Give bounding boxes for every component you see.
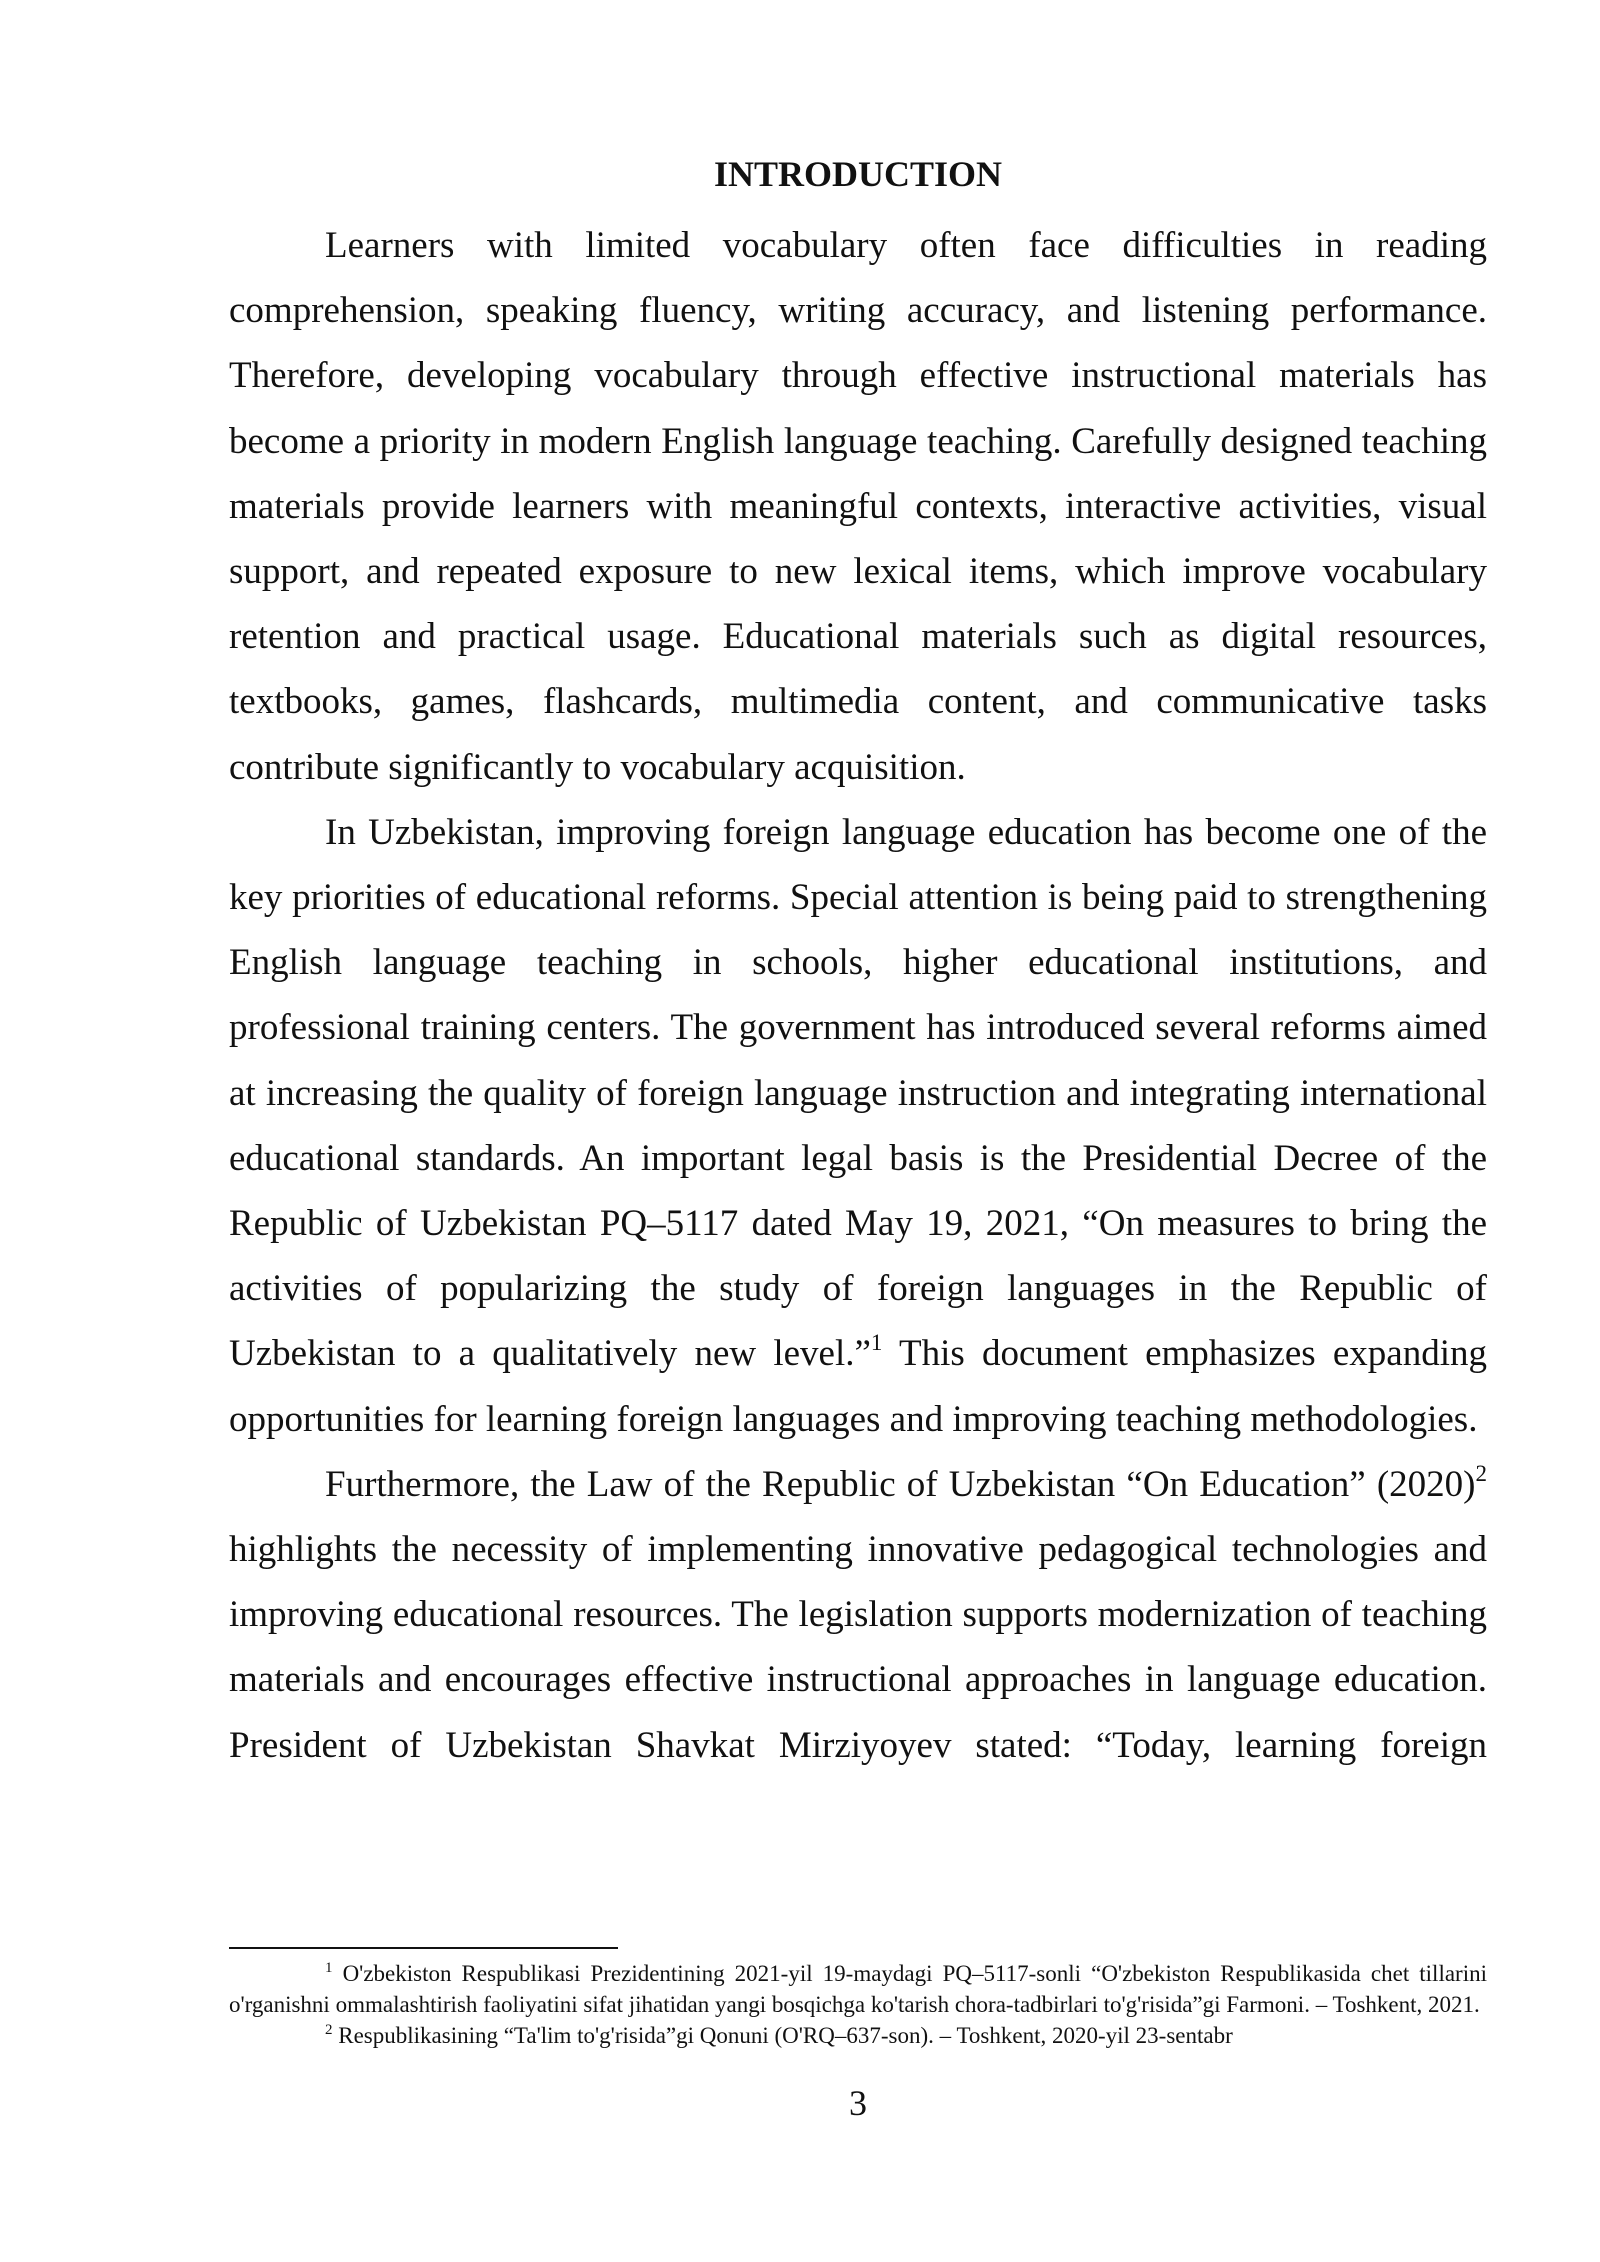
paragraph-2 bbox=[229, 800, 1487, 1452]
footnote-1-number: 1 bbox=[325, 1960, 333, 1976]
footnote-2-text: Respublikasining “Ta'lim to'g'risida”gi Qonuni (O'RQ–637-son). – Toshkent, 2020-yil 23-sentabr bbox=[332, 2023, 1233, 2048]
footnotes bbox=[229, 1958, 1487, 2051]
body-text bbox=[229, 213, 1487, 1778]
footnote-ref-1: 1 bbox=[870, 1330, 883, 1356]
footnote-2-number: 2 bbox=[325, 2022, 333, 2038]
footnote-separator bbox=[229, 1947, 618, 1949]
paragraph-2-text-start: In Uzbekistan, improving foreign language education has become one of the key priorities of educational reforms. Special attention is being paid to strengthening English language teaching in schools, higher educational institutions, and professional training centers. The government has introduced several reforms aimed at increasing the quality of foreign language instruction and integrating international educational standards. An important legal basis is the Presidential Decree of the Republic of Uzbekistan PQ–5117 dated May 19, 2021, “On measures to bring the activities of popularizing the study of foreign languages in the Republic of Uzbekistan to a qualitatively new level.” bbox=[229, 811, 1487, 1375]
footnote-1-text: O'zbekiston Respublikasi Prezidentining 2021-yil 19-maydagi PQ–5117-sonli “O'zbekiston Respublikasida chet tillarini o'rganishni ommalashtirish faoliyatini sifat jihatidan yangi bosqichga ko'tarish chora-tadbirlari to'g'risida”gi Farmoni. – Toshkent, 2021. bbox=[229, 1961, 1487, 2017]
paragraph-3-text-end: highlights the necessity of implementing innovative pedagogical technologies and improving educational resources. The legislation supports modernization of teaching materials and encourages effective instructional approaches in language education. President of Uzbekistan Shavkat Mirziyoyev stated: “Today, learning foreign bbox=[229, 1529, 1487, 1766]
paragraph-3-text-start: Furthermore, the Law of the Republic of Uzbekistan “On Education” (2020) bbox=[325, 1463, 1476, 1505]
footnote-1 bbox=[229, 1958, 1487, 2020]
paragraph-1 bbox=[229, 213, 1487, 800]
footnote-2 bbox=[229, 2020, 1487, 2051]
page-number: 3 bbox=[849, 2083, 867, 2123]
paragraph-3 bbox=[229, 1452, 1487, 1778]
paragraph-2-text-end: This document emphasizes expanding opportunities for learning foreign languages and improving teaching methodologies. bbox=[229, 1333, 1487, 1440]
footnote-ref-2: 2 bbox=[1475, 1460, 1487, 1486]
paragraph-1-text: Learners with limited vocabulary often face difficulties in reading comprehension, speaking fluency, writing accuracy, and listening performance. Therefore, developing vocabulary through effective instructional materials has become a priority in modern English language teaching. Carefully designed teaching materials provide learners with meaningful contexts, interactive activities, visual support, and repeated exposure to new lexical items, which improve vocabulary retention and practical usage. Educational materials such as digital resources, textbooks, games, flashcards, multimedia content, and communicative tasks contribute significantly to vocabulary acquisition. bbox=[229, 225, 1487, 788]
page-title: INTRODUCTION bbox=[713, 154, 1003, 194]
